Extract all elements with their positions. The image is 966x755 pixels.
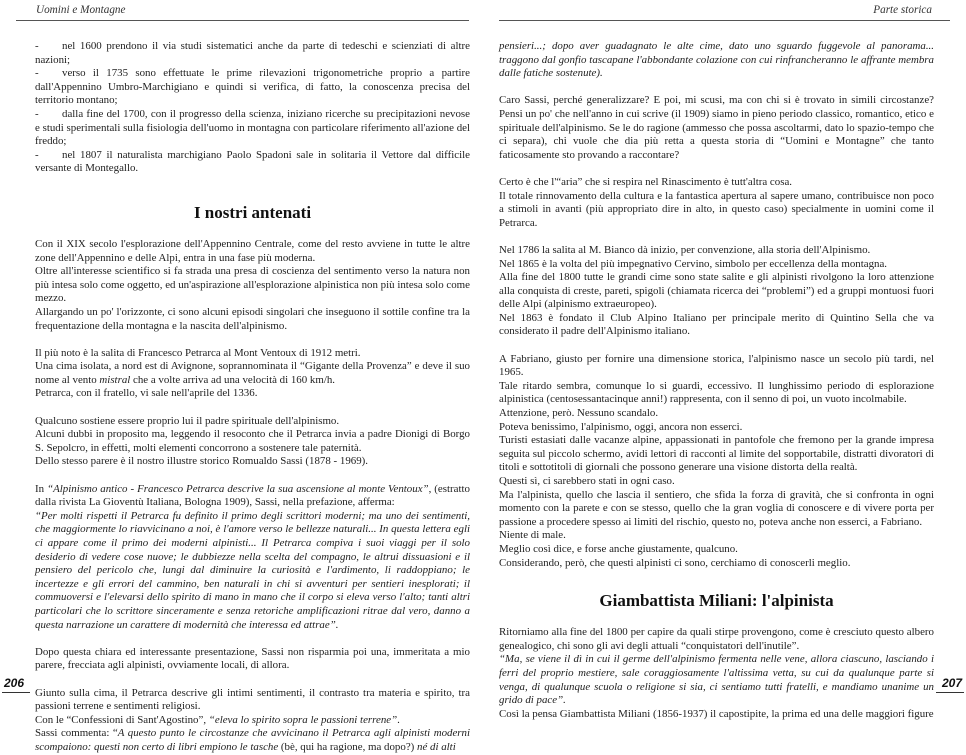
italic-quote: né di alti: [417, 740, 456, 753]
paragraph: Caro Sassi, perché generalizzare? E poi, mi scusi, ma con chi si è trovato in simili circostanze? Pensi un po' che nell'anno in cui scrive (il 1909) siamo in pieno periodo classico, romantico, etico e spirituale dell'alpinismo. Se le do ragione (ammesso che possa ascoltarmi, dato lo spazio-tempo che ci separa), chi vuole che dia più retta a questa storia di “Uomini e Montagne” che tanto faticosamente sto provando a raccontare?: [499, 94, 934, 161]
page-number-rule: [936, 692, 964, 693]
paragraph: Il più noto è la salita di Francesco Petrarca al Mont Ventoux di 1912 metri.: [35, 346, 361, 359]
paragraph: Giunto sulla cima, il Petrarca descrive gli intimi sentimenti, il contrasto tra materia e spirito, tra passioni terrene e sentimenti religiosi.: [35, 686, 470, 713]
left-page-body: [35, 40, 470, 755]
paragraph: A Fabriano, giusto per fornire una dimensione storica, l'alpinismo nasce un secolo più tardi, nel 1965.: [499, 352, 934, 379]
paragraph: Meglio così dice, e forse anche giustamente, qualcuno.: [499, 542, 738, 555]
italic-quote: “eleva lo spirito sopra le passioni terrene”: [208, 713, 398, 726]
italic-title: “Alpinismo antico - Francesco Petrarca descrive la sua ascensione al monte Ventoux”: [47, 482, 429, 495]
running-head: Parte storica: [873, 4, 932, 16]
italic-term: mistral: [99, 373, 131, 386]
list-marker: -: [35, 148, 39, 161]
paragraph: Allargando un po' l'orizzonte, ci sono alcuni episodi singolari che inseguono il sottile confine tra la frequentazione della montagna e la nascita dell'alpinismo.: [35, 305, 470, 332]
text-run: In: [35, 482, 48, 495]
list-item-text: nel 1600 prendono il via studi sistematici anche da parte di tedeschi e scienziati di altre nazioni;: [35, 40, 470, 66]
running-head: Uomini e Montagne: [36, 4, 126, 16]
right-page: [483, 0, 966, 720]
paragraph: Qualcuno sostiene essere proprio lui il padre spirituale dell'alpinismo.: [35, 414, 340, 427]
quotation: “Per molti rispetti il Petrarca fu definito il primo degli scrittori moderni; ma uno dei sentimenti, che maggiormente lo riavvicinano a noi, è l'amore verso le bellezze naturali... In questa lettera egli ci appare come il primo dei moderni alpinisti... Il Petrarca compiva i suoi viaggi per il solo desiderio di vedere cose nuove; le dubbiezze nella scelta del compagno, le altrui dissuasioni e il pensiero del pericolo che, lungi dal diminuire la curiosità e l'ardimento, li raddoppiano; le incertezze e gli errori del cammino, ben naturali in chi si avventuri per sentieri inesplorati; il commuoversi e l'elevarsi dello spirito di mano in mano che il corpo si eleva verso l'alto; tanti altri particolari che lo scrittore sinceramente e senza retoriche amplificazioni ritrae dal vero, danno a questa narrazione un carattere di modernità che interessa ed attrae”.: [35, 509, 470, 631]
list-marker: -: [35, 67, 39, 80]
paragraph: Così la pensa Giambattista Miliani (1856-1937) il capostipite, la prima ed una delle maggiori figure: [499, 707, 934, 720]
text-run: Con le “Confessioni di Sant'Agostino”,: [35, 713, 209, 726]
text-run: Sassi commenta: “: [35, 727, 118, 740]
paragraph: Petrarca, con il fratello, vi sale nell'aprile del 1336.: [35, 387, 258, 400]
paragraph: [35, 483, 470, 510]
spacer: [499, 81, 934, 95]
paragraph: Nel 1863 è fondato il Club Alpino Italiano per principale merito di Quintino Sella che va considerato il padre dell'Alpinismo italiano.: [499, 311, 934, 338]
page-number: 206: [4, 676, 25, 690]
paragraph: Certo è che l'“aria” che si respira nel Rinascimento è tutt'altra cosa.: [499, 175, 793, 188]
paragraph: Questi sì, ci sarebbero stati in ogni caso.: [499, 475, 675, 487]
spacer: [499, 339, 934, 353]
header-rule: [499, 20, 950, 21]
paragraph: [35, 360, 470, 387]
paragraph: Poteva benissimo, l'alpinismo, oggi, ancora non esserci.: [499, 420, 743, 433]
paragraph: Alla fine del 1800 tutte le grandi cime sono state salite e gli alpinisti rivolgono la loro attenzione alla conquista di creste, pareti, spigoli (chiamata ricerca dei “problemi”) ed a gruppi montuosi fuori delle Alpi (alpinismo extraeuropeo).: [499, 271, 934, 311]
list-item-text: dalla fine del 1700, con il progresso della scienza, iniziano ricerche su precipitazioni nevose e studi sperimentali sulla fisiologia dell'uomo in montagna con particolare riferimento all'azione del freddo;: [35, 107, 470, 148]
spacer: [35, 632, 470, 646]
spacer: [35, 469, 470, 483]
list-item: [35, 40, 470, 67]
paragraph: [35, 714, 470, 728]
quotation: “Ma, se viene il dì in cui il germe dell'alpinismo fermenta nelle vene, allora ciascuno, lasciando i ferri del proprio mestiere, sale coraggiosamente l'altissima vetta, su cui da qualunque parte si venga, di qualunque scuola o religione si sia, ci sentiamo tutti fratelli, e mandiamo unanime un grido di pace”.: [499, 653, 934, 707]
left-page: [0, 0, 483, 753]
list-item: [35, 149, 470, 176]
paragraph: Considerando, però, che questi alpinisti ci sono, cerchiamo di conoscerli meglio.: [499, 556, 851, 569]
paragraph: Nel 1786 la salita al M. Bianco dà inizio, per convenzione, alla storia dell'Alpinismo.: [499, 243, 871, 256]
page-number-rule: [2, 692, 30, 693]
paragraph: Dello stesso parere è il nostro illustre storico Romualdo Sassi (1878 - 1969).: [35, 455, 369, 468]
section-title: I nostri antenati: [193, 202, 312, 222]
paragraph: Turisti estasiati dalle vacanze alpine, appassionati in pantofole che fremono per la grande impresa seguita sul piccolo schermo, avidi lettori di racconti al limite del sopportabile, distratti divoratori di titoli e sottotitoli di giornali che possono generare una visione distorta della realtà.: [499, 434, 934, 474]
header-rule: [16, 20, 469, 21]
paragraph: Tale ritardo sembra, comunque lo si guardi, eccessivo. Il lunghissimo periodo di esplorazione alpinistica (centosessantacinque anni!) rappresenta, con il senno di poi, un vuoto incolmabile.: [499, 379, 934, 406]
paragraph: Ritorniamo alla fine del 1800 per capire da quali stirpe provengono, come è cresciuto questo albero genealogico, chi sono gli avi degli attuali “conquistatori dell'inutile”.: [499, 626, 934, 652]
list-marker: -: [35, 40, 39, 52]
spacer: [35, 333, 470, 347]
paragraph: [35, 727, 470, 754]
paragraph: Niente di male.: [499, 529, 566, 542]
paragraph: Alcuni dubbi in proposito ma, leggendo il resoconto che il Petrarca invia a padre Dionigi di Borgo S. Sepolcro, in effetti, molti elementi concorrono a sostenere tale paternità.: [35, 428, 470, 454]
spacer: [499, 162, 934, 176]
paragraph: Attenzione, però. Nessuno scandalo.: [499, 407, 659, 420]
quotation-continued: pensieri...; dopo aver guadagnato le alte cime, dato uno sguardo fuggevole al panorama... traggono dal gonfio tascapane l'abbondante colazione con cui rinfrancheranno le affrante membra dalle fatiche sostenute).: [499, 40, 934, 80]
page-number: 207: [941, 676, 962, 690]
text-run: , (estratto dalla rivista La Gioventù Italiana, Bologna 1909), Sassi, nella prefazione, afferma:: [35, 482, 470, 509]
right-page-body: [499, 40, 934, 721]
paragraph: Oltre all'interesse scientifico si fa strada una presa di coscienza del sentimento verso la natura non più intesa solo come oggetto, ed un'aspirazione all'esplorazione alpinistica non più intesa solo come mezzo.: [35, 265, 470, 305]
italic-quote: A questo punto le circostanze che avvicinano il Petrarca agli alpinisti moderni scompaiono: questi non certo di libri empiono le tasche: [35, 727, 470, 753]
list-item: [35, 67, 470, 108]
paragraph: Dopo questa chiara ed interessante presentazione, Sassi non risparmia poi una, immeritata a mio parere, frecciata agli alpinisti, ovviamente locali, di allora.: [35, 645, 470, 672]
list-item-text: verso il 1735 sono effettuate le prime rilevazioni trigonometriche proprio a partire dall'Appennino Umbro-Marchigiano e quindi si verifica, di fatto, la conoscenza precisa del territorio montano;: [35, 67, 470, 107]
spacer: [35, 401, 470, 415]
text-run: .: [397, 713, 400, 726]
list-item: [35, 108, 470, 149]
text-run: (bè, qui ha ragione, ma dopo?): [278, 740, 418, 753]
paragraph: Il totale rinnovamento della cultura e la fantastica apertura al sapere umano, contribuisce non poco a stimoli in avanti (più appropriato dire in alto, in questo caso) specialmente in uomini come il Petrarca.: [499, 189, 934, 229]
list-marker: -: [35, 107, 39, 120]
text-run: Una cima isolata, a nord est di Avignone, soprannominata il “Gigante della Provenza” e deve il suo nome al vento: [35, 360, 470, 386]
text-run: che a volte arriva ad una velocità di 160 km/h.: [130, 373, 336, 386]
list-item-text: nel 1807 il naturalista marchigiano Paolo Spadoni sale in solitaria il Vettore dal difficile versante di Montegallo.: [35, 148, 470, 175]
section-title: Giambattista Miliani: l'alpinista: [599, 591, 834, 611]
paragraph: Ma l'alpinista, quello che lascia il sentiero, che sfida la forza di gravità, che si confronta in ogni momento con la parete e con se stesso, quello che la gran voglia di conoscere e di vivere porta per passione a procedere spesso ai limiti del rischio, questo no, poteva anche non esserci, a Fabriano.: [499, 488, 934, 528]
spacer: [499, 230, 934, 244]
spacer: [35, 673, 470, 687]
paragraph: Con il XIX secolo l'esplorazione dell'Appennino Centrale, come del resto avviene in tutte le altre zone dell'Appennino e delle Alpi, entra in una fase più moderna.: [35, 237, 470, 264]
paragraph: Nel 1865 è la volta del più impegnativo Cervino, simbolo per eccellenza della montagna.: [499, 257, 888, 270]
